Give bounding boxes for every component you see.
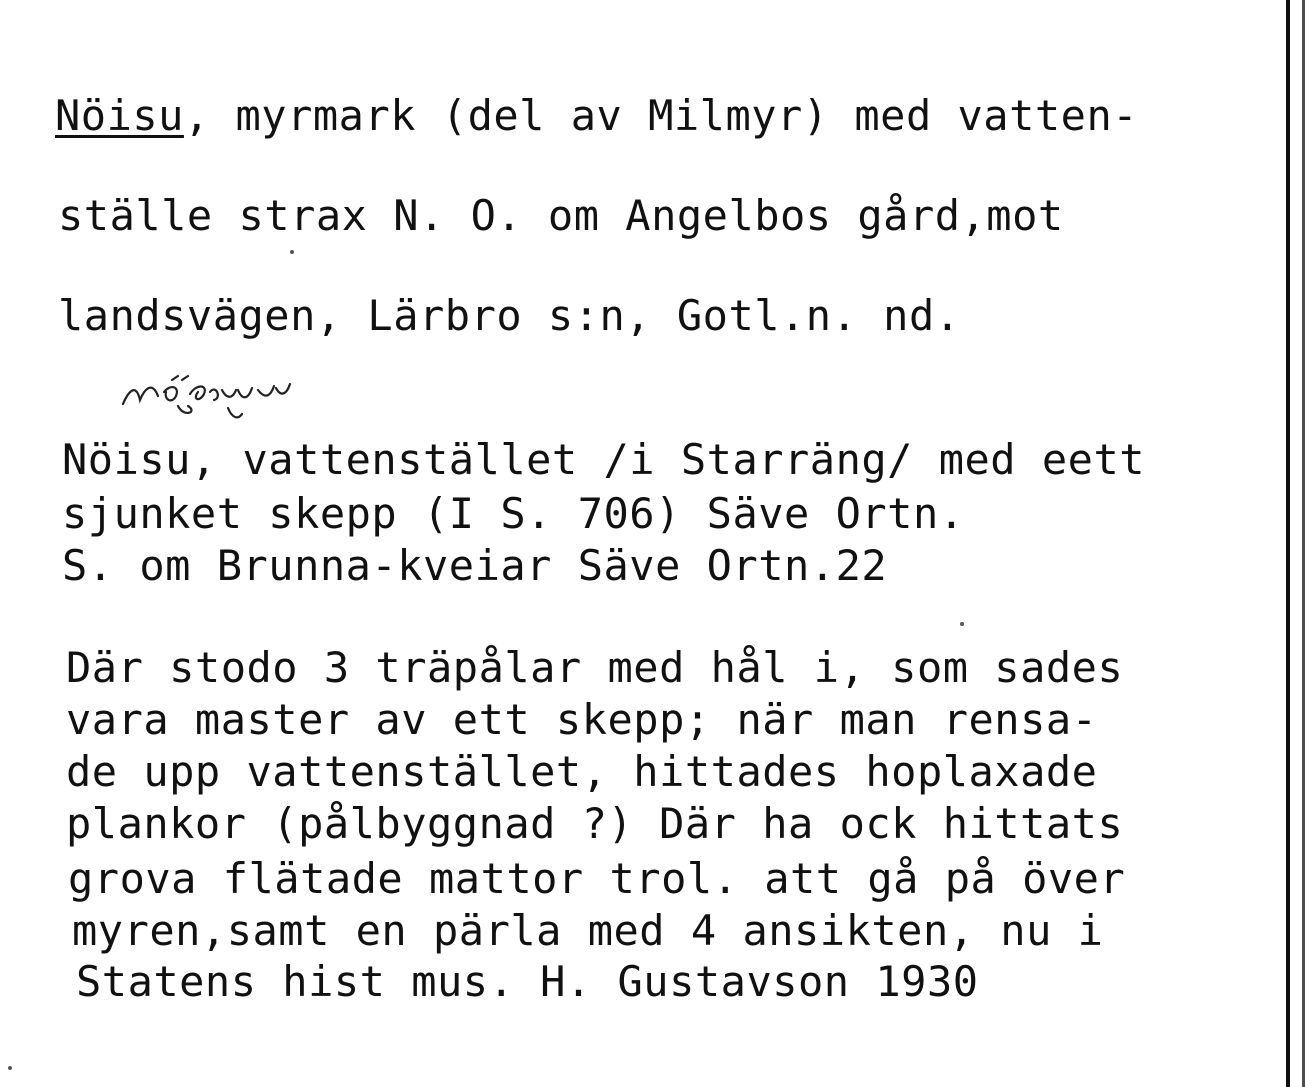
p3-line2: vara master av ett skepp; när man rensa- [66, 695, 1098, 744]
p1-line1-rest: , myrmark (del av Milmyr) med vatten- [183, 91, 1139, 140]
p3-line4: plankor (pålbyggnad ?) Där ha ock hittats [66, 799, 1124, 848]
headword: Nöisu [55, 91, 184, 140]
p3-line1: Där stodo 3 träpålar med hål i, som sades [66, 643, 1124, 692]
handwritten-annotation [118, 362, 368, 432]
stray-mark [8, 1066, 12, 1070]
p2-line3: S. om Brunna-kveiar Säve Ortn.22 [62, 541, 888, 590]
card-right-border-line [1302, 0, 1305, 1087]
card-right-edge-line [1286, 0, 1290, 1087]
p2-line1: Nöisu, vattenstället /i Starräng/ med eett [62, 435, 1146, 484]
p3-line6: myren,samt en pärla med 4 ansikten, nu i [72, 906, 1104, 955]
p1-line1 [55, 92, 1138, 140]
stray-mark [290, 250, 294, 254]
p3-line3: de upp vattenstället, hittades hoplaxade [66, 747, 1098, 796]
p3-line5: grova flätade mattor trol. att gå på över [68, 854, 1126, 903]
p1-line3: landsvägen, Lärbro s:n, Gotl.n. nd. [58, 291, 961, 340]
p3-line7: Statens hist mus. H. Gustavson 1930 [76, 957, 979, 1006]
stray-mark [960, 622, 964, 626]
p1-line2: ställe strax N. O. om Angelbos gård,mot [58, 191, 1064, 240]
p2-line2: sjunket skepp (I S. 706) Säve Ortn. [62, 489, 965, 538]
